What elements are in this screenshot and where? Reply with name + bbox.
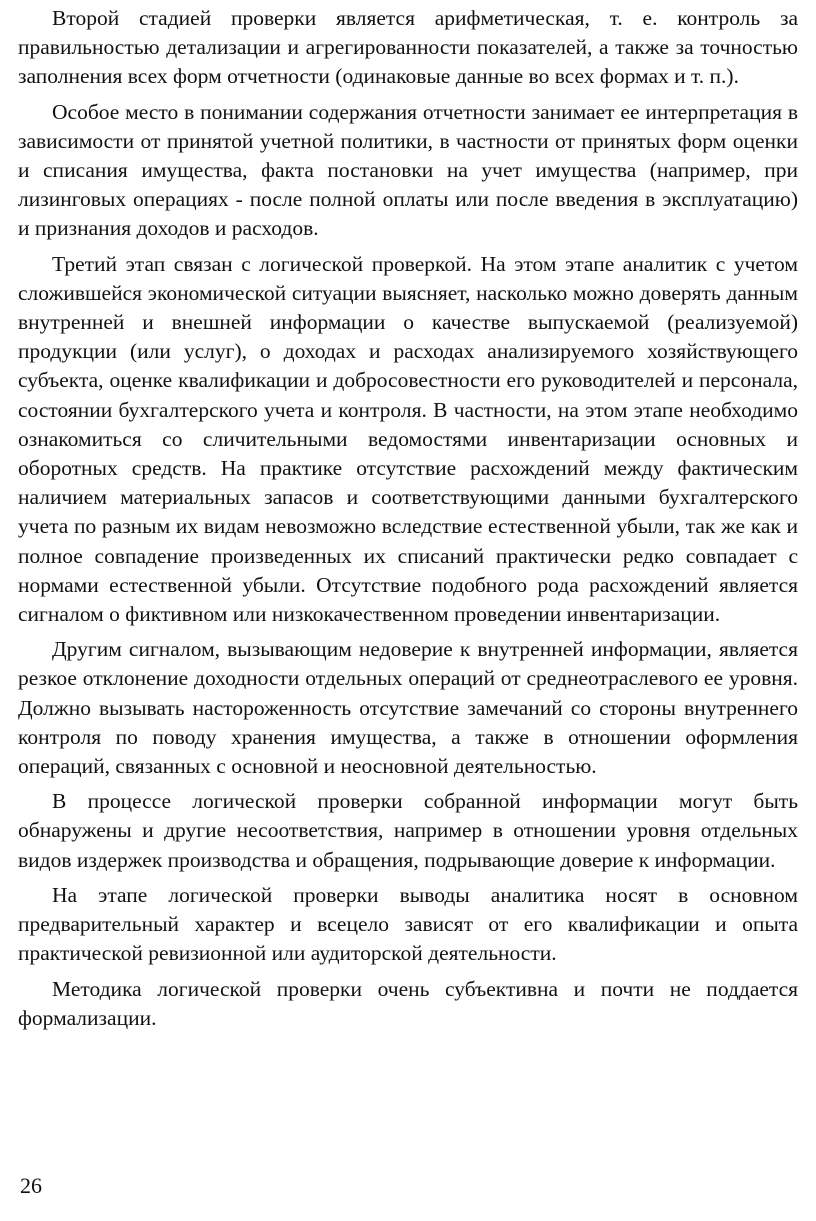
paragraph-7: Методика логической проверки очень субъективна и почти не поддается формализации. [18,976,798,1030]
paragraph-3: Третий этап связан с логической проверкой. На этом этапе аналитик с учетом сложившейся экономической ситуации выясняет, насколько можно доверять данным внутренней и внешней информации о качестве выпускаемой (реализуемой) продукции (или услуг), о доходах и расходах анализируемого хозяйствующего субъекта, оценке квалификации и добросовестности его руководителей и персонала, состоянии бухгалтерского учета и контроля. В частности, на этом этапе необходимо ознакомиться со сличительными ведомостями инвентаризации основных и оборотных средств. На практике отсутствие расхождений между фактическим наличием материальных запасов и соответствующими данными бухгалтерского учета по разным их видам невозможно вследствие естественной убыли, так же как и полное совпадение произведенных их списаний практически редко совпадает с нормами естественной убыли. Отсутствие подобного рода расхождений является сигналом о фиктивном или низкокачественном проведении инвентаризации. [18,251,798,627]
body-text [18,4,798,1033]
document-page [18,4,798,1214]
paragraph-1: Второй стадией проверки является арифметическая, т. е. контроль за правильностью детализации и агрегированности показателей, а также за точностью заполнения всех форм отчетности (одинаковые данные во всех формах и т. п.). [18,6,798,89]
paragraph-4: Другим сигналом, вызывающим недоверие к внутренней информации, является резкое отклонение доходности отдельных операций от среднеотраслевого ее уровня. Должно вызывать настороженность отсутствие замечаний со стороны внутреннего контроля по поводу хранения имущества, а также в отношении оформления операций, связанных с основной и неосновной деятельностью. [18,637,798,779]
paragraph-2: Особое место в понимании содержания отчетности занимает ее интерпретация в зависимости от принятой учетной политики, в частности от принятых форм оценки и списания имущества, факта постановки на учет имущества (например, при лизинговых операциях - после полной оплаты или после введения в эксплуатацию) и признания доходов и расходов. [18,99,798,241]
paragraph-6: На этапе логической проверки выводы аналитика носят в основном предварительный характер и всецело зависят от его квалификации и опыта практической ревизионной или аудиторской деятельности. [18,882,798,966]
page-number: 26 [20,1173,42,1198]
paragraph-5: В процессе логической проверки собранной информации могут быть обнаружены и другие несоответствия, например в отношении уровня отдельных видов издержек производства и обращения, подрывающие доверие к информации. [18,789,798,872]
